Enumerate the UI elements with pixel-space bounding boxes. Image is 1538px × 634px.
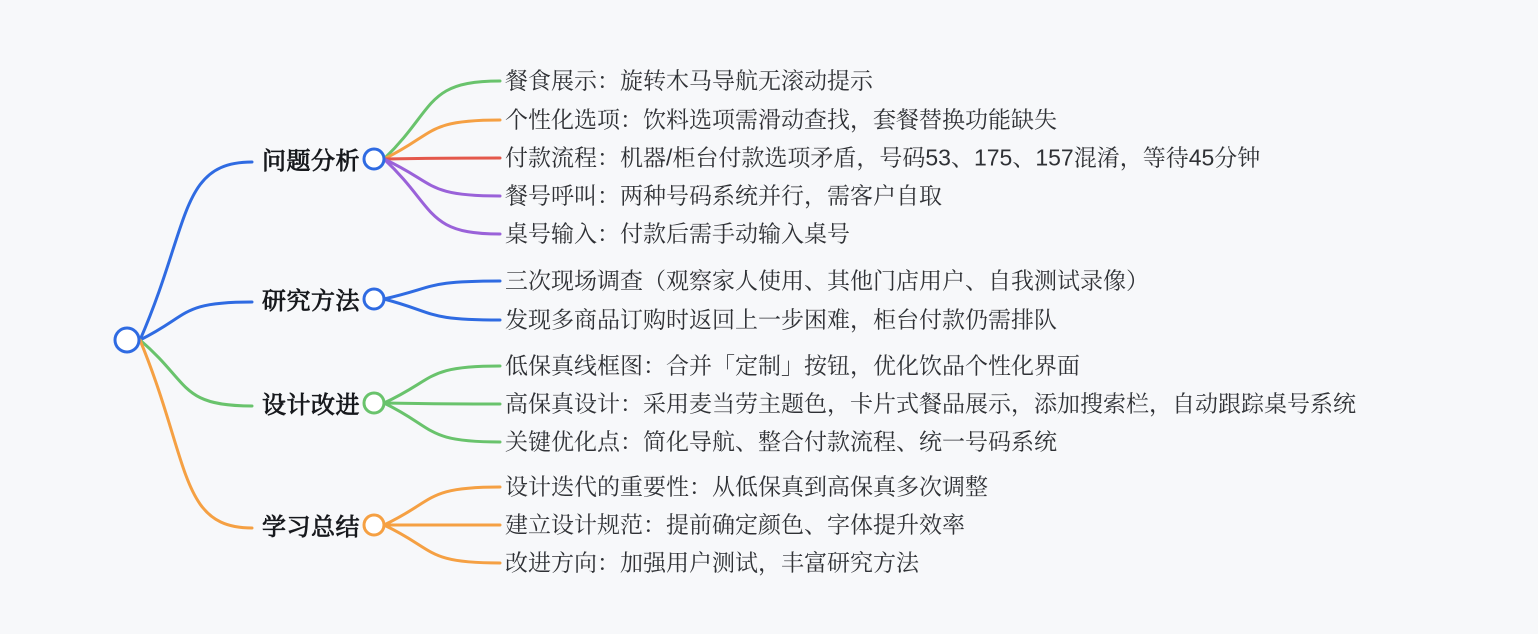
branch-topic-0[interactable]: 问题分析 <box>262 148 360 175</box>
leaf-topic-3-0[interactable]: 设计迭代的重要性：从低保真到高保真多次调整 <box>505 473 988 500</box>
leaf-topic-0-3[interactable]: 餐号呼叫：两种号码系统并行，需客户自取 <box>505 182 942 209</box>
edge-branch-2-item-1 <box>384 403 500 404</box>
branch-topic-1[interactable]: 研究方法 <box>262 288 360 315</box>
edge-branch-3-item-0 <box>384 487 500 525</box>
edge-root-to-branch-0 <box>140 162 252 340</box>
edge-branch-1-item-1 <box>384 299 500 320</box>
leaf-topic-2-0[interactable]: 低保真线框图：合并「定制」按钮，优化饮品个性化界面 <box>505 352 1080 379</box>
edge-branch-2-item-2 <box>384 403 500 442</box>
branch-node-handle-0[interactable] <box>364 149 384 169</box>
leaf-topic-2-1[interactable]: 高保真设计：采用麦当劳主题色，卡片式餐品展示，添加搜索栏，自动跟踪桌号系统 <box>505 390 1356 417</box>
branch-node-handle-2[interactable] <box>364 393 384 413</box>
leaf-topic-3-1[interactable]: 建立设计规范：提前确定颜色、字体提升效率 <box>505 511 965 538</box>
leaf-topic-2-2[interactable]: 关键优化点：简化导航、整合付款流程、统一号码系统 <box>505 428 1057 455</box>
edge-root-to-branch-2 <box>140 340 252 406</box>
branch-topic-2[interactable]: 设计改进 <box>262 392 360 419</box>
leaf-topic-0-1[interactable]: 个性化选项：饮料选项需滑动查找，套餐替换功能缺失 <box>505 106 1057 133</box>
root-node-handle[interactable] <box>115 328 139 352</box>
leaf-topic-1-1[interactable]: 发现多商品订购时返回上一步困难，柜台付款仍需排队 <box>505 306 1057 333</box>
branch-topic-3[interactable]: 学习总结 <box>262 514 360 541</box>
leaf-topic-3-2[interactable]: 改进方向：加强用户测试，丰富研究方法 <box>505 549 919 576</box>
leaf-topic-0-2[interactable]: 付款流程：机器/柜台付款选项矛盾，号码53、175、157混淆，等待45分钟 <box>505 144 1261 171</box>
edge-branch-3-item-2 <box>384 525 500 563</box>
leaf-topic-0-4[interactable]: 桌号输入：付款后需手动输入桌号 <box>505 220 850 247</box>
leaf-topic-1-0[interactable]: 三次现场调查（观察家人使用、其他门店用户、自我测试录像） <box>505 267 1149 294</box>
edge-branch-1-item-0 <box>384 281 500 299</box>
branch-node-handle-1[interactable] <box>364 289 384 309</box>
edge-branch-2-item-0 <box>384 366 500 403</box>
edge-root-to-branch-1 <box>140 302 252 340</box>
leaf-topic-0-0[interactable]: 餐食展示：旋转木马导航无滚动提示 <box>505 67 873 94</box>
edge-root-to-branch-3 <box>140 340 252 528</box>
branch-node-handle-3[interactable] <box>364 515 384 535</box>
edge-branch-0-item-2 <box>384 158 500 159</box>
